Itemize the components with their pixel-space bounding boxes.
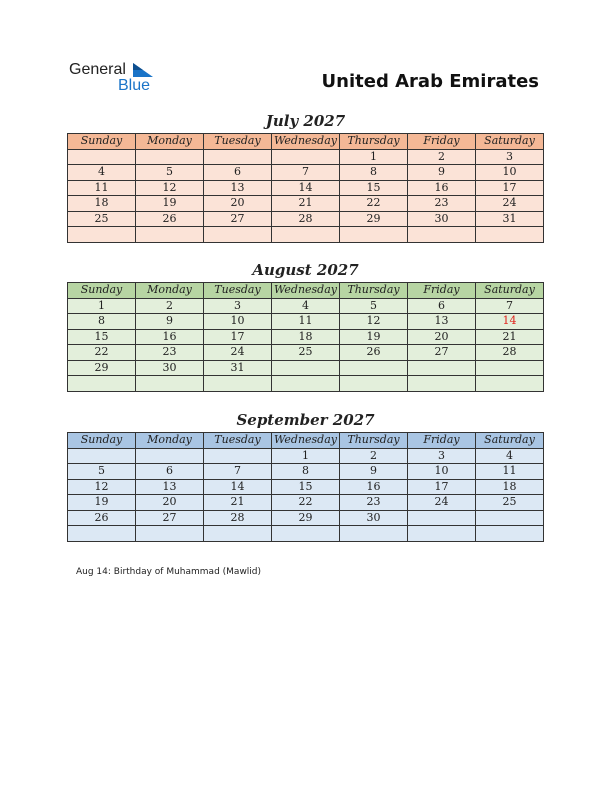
day-cell: 16 xyxy=(136,329,204,345)
day-cell: 23 xyxy=(408,196,476,212)
day-cell: 2 xyxy=(408,149,476,165)
day-cell xyxy=(340,227,408,243)
calendar-july xyxy=(67,133,544,243)
weekday-header: Friday xyxy=(408,433,476,449)
day-cell: 27 xyxy=(136,510,204,526)
day-cell: 6 xyxy=(408,298,476,314)
day-cell: 19 xyxy=(68,495,136,511)
day-cell: 11 xyxy=(68,180,136,196)
day-cell xyxy=(476,510,544,526)
week-row xyxy=(68,180,544,196)
day-cell: 18 xyxy=(68,196,136,212)
day-cell: 25 xyxy=(272,345,340,361)
day-cell: 25 xyxy=(476,495,544,511)
day-cell: 20 xyxy=(204,196,272,212)
day-cell xyxy=(408,227,476,243)
day-cell: 1 xyxy=(340,149,408,165)
day-cell xyxy=(136,227,204,243)
day-cell xyxy=(272,526,340,542)
logo-flag-icon xyxy=(133,63,153,77)
weekday-header: Thursday xyxy=(340,433,408,449)
day-cell: 20 xyxy=(408,329,476,345)
day-cell: 4 xyxy=(68,165,136,181)
calendar-september xyxy=(67,432,544,542)
generalblue-logo xyxy=(69,61,169,95)
day-cell: 17 xyxy=(476,180,544,196)
day-cell: 8 xyxy=(272,464,340,480)
day-cell xyxy=(476,227,544,243)
day-cell: 10 xyxy=(476,165,544,181)
day-cell xyxy=(408,526,476,542)
day-cell: 16 xyxy=(340,479,408,495)
holiday-day-cell: 14 xyxy=(476,314,544,330)
day-cell: 12 xyxy=(340,314,408,330)
day-cell: 4 xyxy=(476,448,544,464)
day-cell: 17 xyxy=(204,329,272,345)
day-cell: 21 xyxy=(476,329,544,345)
day-cell: 26 xyxy=(136,211,204,227)
weekday-header: Tuesday xyxy=(204,433,272,449)
country-title: United Arab Emirates xyxy=(321,71,539,92)
week-row xyxy=(68,360,544,376)
day-cell: 22 xyxy=(340,196,408,212)
day-cell: 3 xyxy=(204,298,272,314)
day-cell: 17 xyxy=(408,479,476,495)
day-cell: 28 xyxy=(204,510,272,526)
weekday-header-row xyxy=(68,134,544,150)
weekday-header-row xyxy=(68,283,544,299)
day-cell xyxy=(68,448,136,464)
month-title-september: September 2027 xyxy=(236,411,375,429)
day-cell: 30 xyxy=(408,211,476,227)
weekday-header: Monday xyxy=(136,134,204,150)
day-cell xyxy=(272,227,340,243)
week-row xyxy=(68,298,544,314)
day-cell xyxy=(204,448,272,464)
week-row xyxy=(68,211,544,227)
day-cell: 29 xyxy=(340,211,408,227)
week-row xyxy=(68,345,544,361)
day-cell xyxy=(204,149,272,165)
day-cell: 19 xyxy=(136,196,204,212)
day-cell: 27 xyxy=(408,345,476,361)
day-cell xyxy=(204,227,272,243)
day-cell: 11 xyxy=(476,464,544,480)
day-cell xyxy=(136,448,204,464)
weekday-header: Saturday xyxy=(476,283,544,299)
day-cell: 9 xyxy=(340,464,408,480)
day-cell xyxy=(204,376,272,392)
day-cell: 10 xyxy=(408,464,476,480)
day-cell xyxy=(136,526,204,542)
day-cell: 26 xyxy=(68,510,136,526)
day-cell: 7 xyxy=(204,464,272,480)
logo-general-text: General xyxy=(69,61,126,78)
week-row xyxy=(68,149,544,165)
week-row xyxy=(68,314,544,330)
day-cell: 22 xyxy=(272,495,340,511)
day-cell: 6 xyxy=(136,464,204,480)
day-cell xyxy=(68,227,136,243)
day-cell: 8 xyxy=(68,314,136,330)
weekday-header: Saturday xyxy=(476,134,544,150)
day-cell: 18 xyxy=(476,479,544,495)
day-cell: 6 xyxy=(204,165,272,181)
day-cell: 10 xyxy=(204,314,272,330)
day-cell: 3 xyxy=(476,149,544,165)
day-cell: 28 xyxy=(476,345,544,361)
weekday-header: Tuesday xyxy=(204,283,272,299)
day-cell xyxy=(476,360,544,376)
weekday-header: Sunday xyxy=(68,134,136,150)
weekday-header: Tuesday xyxy=(204,134,272,150)
holiday-note: Aug 14: Birthday of Muhammad (Mawlid) xyxy=(76,567,262,577)
weekday-header: Friday xyxy=(408,134,476,150)
day-cell: 19 xyxy=(340,329,408,345)
day-cell xyxy=(68,376,136,392)
day-cell: 7 xyxy=(272,165,340,181)
week-row xyxy=(68,526,544,542)
week-row xyxy=(68,165,544,181)
day-cell xyxy=(272,360,340,376)
day-cell xyxy=(476,526,544,542)
day-cell: 23 xyxy=(136,345,204,361)
day-cell xyxy=(408,376,476,392)
weekday-header: Wednesday xyxy=(272,134,340,150)
weekday-header-row xyxy=(68,433,544,449)
weekday-header: Sunday xyxy=(68,433,136,449)
day-cell: 13 xyxy=(204,180,272,196)
week-row xyxy=(68,464,544,480)
day-cell: 26 xyxy=(340,345,408,361)
month-title-august: August 2027 xyxy=(252,261,359,279)
day-cell: 24 xyxy=(476,196,544,212)
weekday-header: Wednesday xyxy=(272,283,340,299)
day-cell: 1 xyxy=(272,448,340,464)
day-cell xyxy=(340,526,408,542)
week-row xyxy=(68,510,544,526)
day-cell: 11 xyxy=(272,314,340,330)
weekday-header: Thursday xyxy=(340,283,408,299)
day-cell: 23 xyxy=(340,495,408,511)
day-cell: 25 xyxy=(68,211,136,227)
week-row xyxy=(68,479,544,495)
day-cell: 27 xyxy=(204,211,272,227)
weekday-header: Thursday xyxy=(340,134,408,150)
day-cell: 5 xyxy=(340,298,408,314)
logo-blue-text: Blue xyxy=(118,77,151,94)
day-cell xyxy=(68,526,136,542)
day-cell: 29 xyxy=(272,510,340,526)
day-cell: 13 xyxy=(136,479,204,495)
day-cell xyxy=(204,526,272,542)
calendar-august xyxy=(67,282,544,392)
day-cell: 18 xyxy=(272,329,340,345)
day-cell xyxy=(476,376,544,392)
day-cell: 3 xyxy=(408,448,476,464)
day-cell: 30 xyxy=(340,510,408,526)
day-cell xyxy=(272,376,340,392)
day-cell xyxy=(136,149,204,165)
day-cell xyxy=(136,376,204,392)
month-title-july: July 2027 xyxy=(265,112,346,130)
week-row xyxy=(68,227,544,243)
day-cell: 21 xyxy=(272,196,340,212)
day-cell: 9 xyxy=(408,165,476,181)
holiday-notes xyxy=(76,567,261,577)
week-row xyxy=(68,495,544,511)
day-cell: 14 xyxy=(204,479,272,495)
day-cell xyxy=(408,510,476,526)
day-cell: 5 xyxy=(68,464,136,480)
day-cell: 2 xyxy=(136,298,204,314)
day-cell: 15 xyxy=(68,329,136,345)
day-cell xyxy=(272,149,340,165)
weekday-header: Monday xyxy=(136,283,204,299)
day-cell: 24 xyxy=(204,345,272,361)
weekday-header: Monday xyxy=(136,433,204,449)
week-row xyxy=(68,448,544,464)
day-cell xyxy=(68,149,136,165)
day-cell: 7 xyxy=(476,298,544,314)
day-cell xyxy=(340,376,408,392)
day-cell: 20 xyxy=(136,495,204,511)
day-cell: 9 xyxy=(136,314,204,330)
day-cell: 29 xyxy=(68,360,136,376)
week-row xyxy=(68,376,544,392)
day-cell: 21 xyxy=(204,495,272,511)
day-cell: 31 xyxy=(204,360,272,376)
day-cell: 13 xyxy=(408,314,476,330)
day-cell: 15 xyxy=(340,180,408,196)
day-cell xyxy=(408,360,476,376)
week-row xyxy=(68,196,544,212)
day-cell: 8 xyxy=(340,165,408,181)
day-cell: 15 xyxy=(272,479,340,495)
day-cell: 1 xyxy=(68,298,136,314)
day-cell: 30 xyxy=(136,360,204,376)
day-cell: 24 xyxy=(408,495,476,511)
day-cell: 28 xyxy=(272,211,340,227)
day-cell xyxy=(340,360,408,376)
day-cell: 31 xyxy=(476,211,544,227)
weekday-header: Wednesday xyxy=(272,433,340,449)
day-cell: 2 xyxy=(340,448,408,464)
day-cell: 14 xyxy=(272,180,340,196)
day-cell: 16 xyxy=(408,180,476,196)
week-row xyxy=(68,329,544,345)
weekday-header: Friday xyxy=(408,283,476,299)
day-cell: 22 xyxy=(68,345,136,361)
day-cell: 5 xyxy=(136,165,204,181)
day-cell: 12 xyxy=(136,180,204,196)
day-cell: 4 xyxy=(272,298,340,314)
weekday-header: Saturday xyxy=(476,433,544,449)
weekday-header: Sunday xyxy=(68,283,136,299)
day-cell: 12 xyxy=(68,479,136,495)
